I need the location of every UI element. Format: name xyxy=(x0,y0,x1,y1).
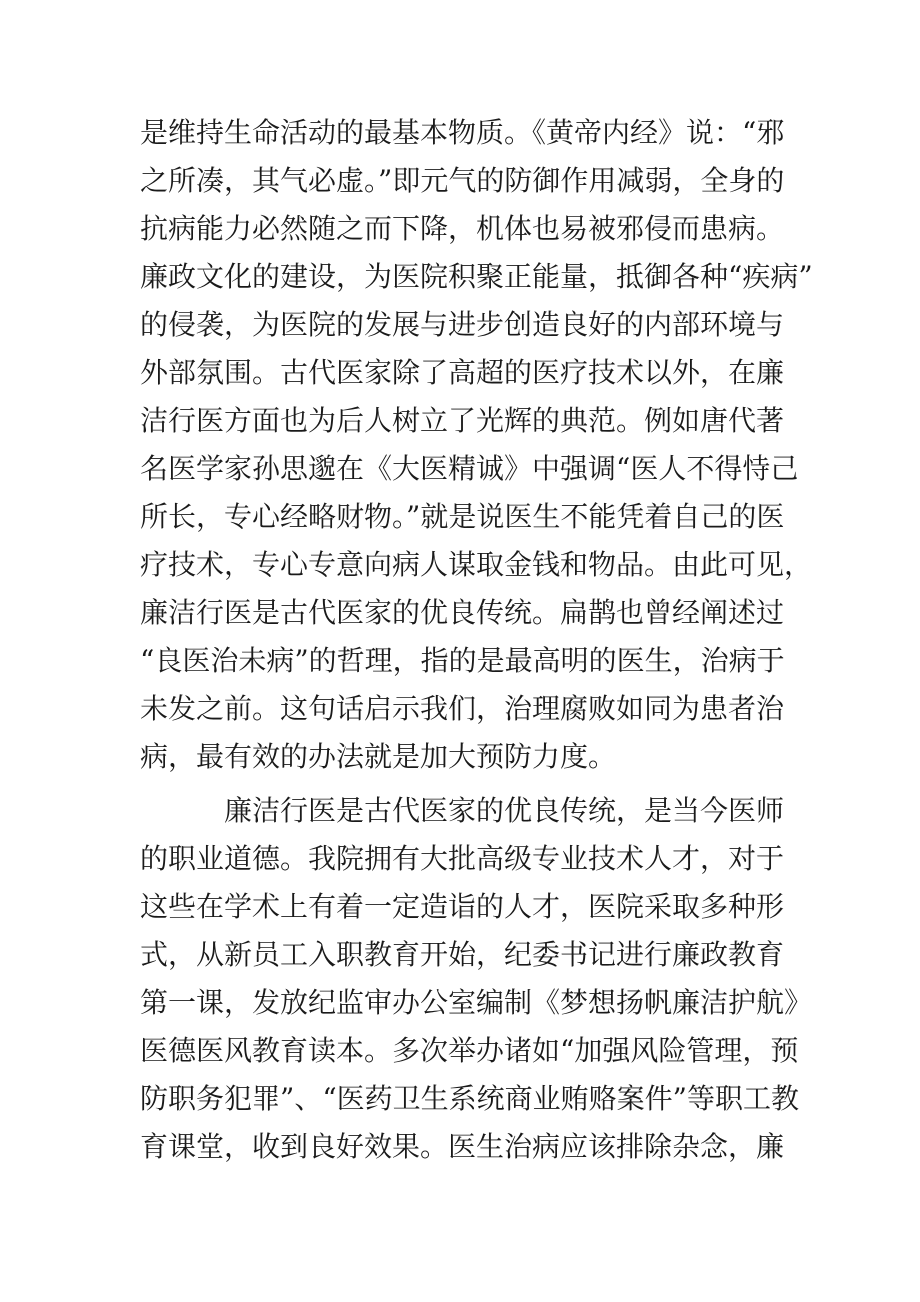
text-line: 之所凑，其气必虚。”即元气的防御作用减弱，全身的 xyxy=(140,164,785,197)
text-line: 未发之前。这句话启示我们，治理腐败如同为患者治 xyxy=(140,692,785,725)
text-line: 廉洁行医是古代医家的优良传统。扁鹊也曾经阐述过 xyxy=(140,596,785,629)
text-line: 式，从新员工入职教育开始，纪委书记进行廉政教育 xyxy=(140,938,785,971)
text-line: 是维持生命活动的最基本物质。《黄帝内经》说：“邪 xyxy=(140,116,785,149)
text-line: 所长，专心经略财物。”就是说医生不能凭着自己的医 xyxy=(140,500,785,533)
text-line: 医德医风教育读本。多次举办诸如“加强风险管理，预 xyxy=(140,1034,799,1067)
text-line: 第一课，发放纪监审办公室编制《梦想扬帆廉洁护航》 xyxy=(140,986,813,1019)
text-line: 洁行医方面也为后人树立了光辉的典范。例如唐代著 xyxy=(140,404,785,437)
text-line: “良医治未病”的哲理，指的是最高明的医生，治病于 xyxy=(140,644,785,677)
text-line: 防职务犯罪”、“医药卫生系统商业贿赂案件”等职工教 xyxy=(140,1082,799,1115)
text-line: 廉政文化的建设，为医院积聚正能量，抵御各种“疾病” xyxy=(140,260,813,293)
text-line: 名医学家孙思邈在《大医精诚》中强调“医人不得恃己 xyxy=(140,452,799,485)
text-line-paragraph-start: 廉洁行医是古代医家的优良传统，是当今医师 xyxy=(224,794,785,827)
text-line: 育课堂，收到良好效果。医生治病应该排除杂念，廉 xyxy=(140,1130,785,1163)
text-line: 的职业道德。我院拥有大批高级专业技术人才，对于 xyxy=(140,842,785,875)
text-line: 疗技术，专心专意向病人谋取金钱和物品。由此可见， xyxy=(140,548,813,581)
text-line: 这些在学术上有着一定造诣的人才，医院采取多种形 xyxy=(140,890,785,923)
text-line: 抗病能力必然随之而下降，机体也易被邪侵而患病。 xyxy=(140,212,785,245)
text-line-paragraph-end: 病，最有效的办法就是加大预防力度。 xyxy=(140,740,617,773)
text-line: 外部氛围。古代医家除了高超的医疗技术以外，在廉 xyxy=(140,356,785,389)
text-line: 的侵袭，为医院的发展与进步创造良好的内部环境与 xyxy=(140,308,785,341)
